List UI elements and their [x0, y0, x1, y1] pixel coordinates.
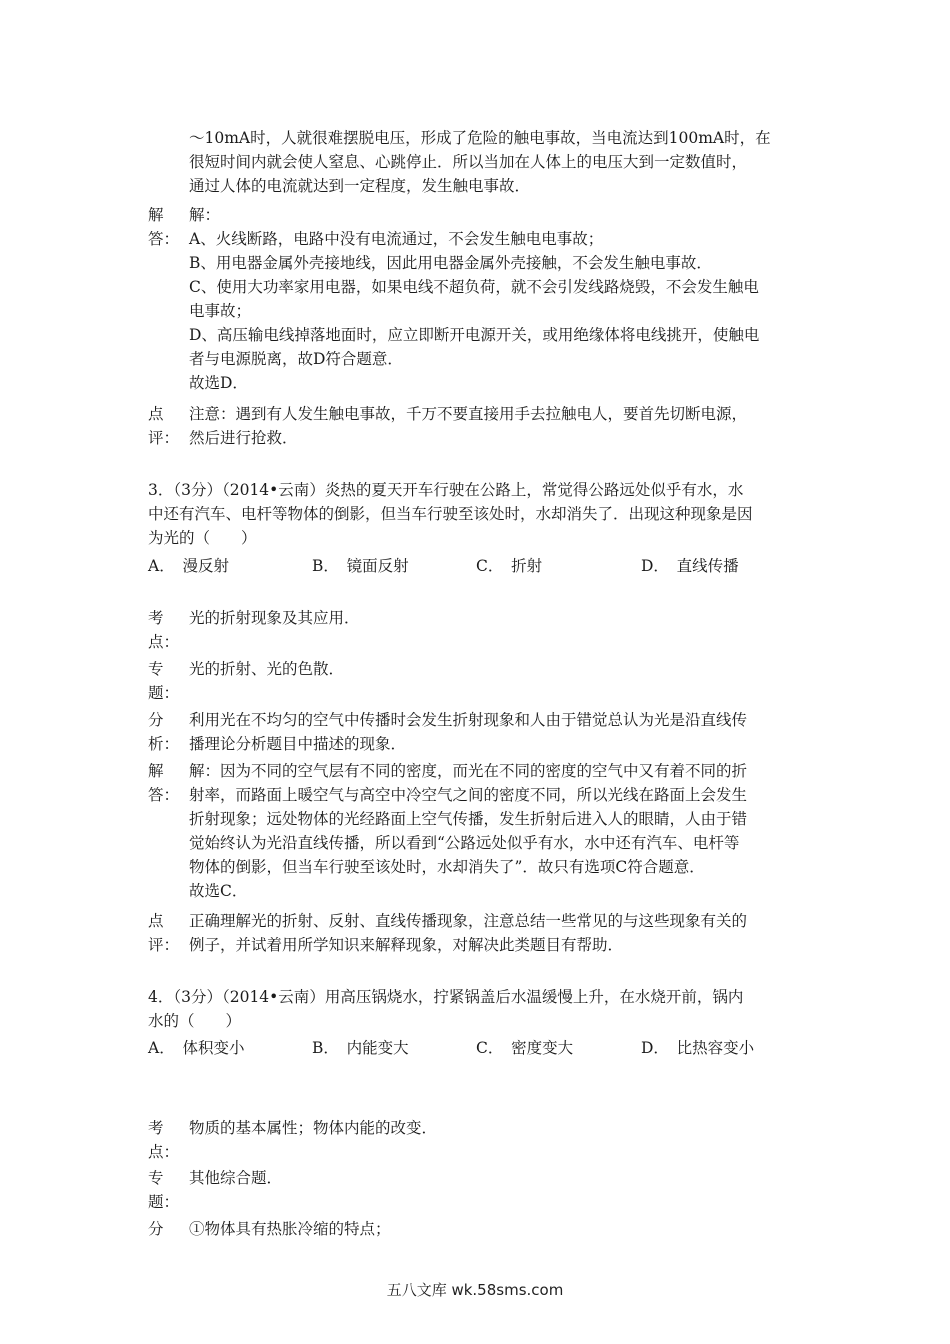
text-line: C、使用大功率家用电器，如果电线不超负荷，就不会引发线路烧毁，不会发生触电: [189, 278, 759, 296]
section-label: 解 答：: [148, 206, 180, 248]
option-d[interactable]: D． 直线传播: [641, 557, 739, 575]
text-line: ①物体具有热胀冷缩的特点；: [189, 1220, 391, 1238]
section-label: 专 题：: [148, 1169, 180, 1211]
text-line: 光的折射、光的色散．: [189, 660, 345, 678]
text-line: A、火线断路，电路中没有电流通过，不会发生触电电事故；: [189, 230, 604, 248]
question-3-options: [148, 554, 808, 578]
text-line: B、用电器金属外壳接地线，因此用电器金属外壳接触，不会发生触电事故．: [189, 254, 712, 272]
section-label: 点 评：: [148, 912, 180, 954]
section-label: 专 题：: [148, 660, 180, 702]
text-line: 其他综合题．: [189, 1169, 283, 1187]
section-content: [189, 1217, 808, 1241]
text-line: 水的（ ）: [148, 1012, 242, 1030]
text-line: 解：因为不同的空气层有不同的密度，而光在不同的密度的空气中又有着不同的折: [189, 762, 748, 780]
text-line: 为光的（ ）: [148, 529, 257, 547]
section-content: [189, 1116, 808, 1140]
text-line: 电事故；: [189, 302, 252, 320]
option-a[interactable]: A． 体积变小: [148, 1039, 245, 1057]
question-4-stem: [148, 985, 808, 1033]
text-line: D、高压输电线掉落地面时，应立即断开电源开关，或用绝缘体将电线挑开，使触电: [189, 326, 760, 344]
option-b[interactable]: B． 镜面反射: [312, 557, 409, 575]
text-line: 利用光在不均匀的空气中传播时会发生折射现象和人由于错觉总认为光是沿直线传: [189, 711, 748, 729]
section-label: 点 评：: [148, 405, 180, 447]
page-footer: 五八文库 wk.58sms.com: [386, 1281, 564, 1299]
section-content: [189, 657, 808, 681]
text-line: 故选D．: [189, 374, 248, 392]
section-content: [189, 909, 808, 957]
text-line: 很短时间内就会使人窒息、心跳停止．所以当加在人体上的电压大到一定数值时，: [189, 153, 748, 171]
question-4-options: [148, 1036, 808, 1060]
text-line: 3．（3分）（2014•云南）炎热的夏天开车行驶在公路上，常觉得公路远处似乎有水，水: [148, 481, 744, 499]
option-c[interactable]: C． 密度变大: [476, 1039, 574, 1057]
text-line: 者与电源脱离，故D符合题意．: [189, 350, 403, 368]
section-label: 解 答：: [148, 762, 180, 804]
option-d[interactable]: D． 比热容变小: [641, 1039, 755, 1057]
text-line: 射率，而路面上暖空气与高空中冷空气之间的密度不同，所以光线在路面上会发生: [189, 786, 748, 804]
text-line: 4．（3分）（2014•云南）用高压锅烧水，拧紧锅盖后水温缓慢上升，在水烧开前，锅内: [148, 988, 744, 1006]
section-content: [189, 203, 808, 395]
text-line: 正确理解光的折射、反射、直线传播现象，注意总结一些常见的与这些现象有关的: [189, 912, 748, 930]
section-label: 考 点：: [148, 1119, 180, 1161]
section-content: [189, 1166, 808, 1190]
question-3-stem: [148, 478, 808, 550]
section-content: [189, 759, 808, 903]
prev-analysis-tail: [189, 126, 809, 198]
text-line: 注意：遇到有人发生触电事故，千万不要直接用手去拉触电人，要首先切断电源，: [189, 405, 748, 423]
text-line: 故选C．: [189, 882, 248, 900]
text-line: ～10mA时，人就很难摆脱电压，形成了危险的触电事故，当电流达到100mA时，在: [189, 129, 771, 147]
text-line: 物体的倒影，但当车行驶至该处时，水却消失了”．故只有选项C符合题意．: [189, 858, 705, 876]
section-label: 分 析：: [148, 711, 180, 753]
text-line: 然后进行抢救．: [189, 429, 298, 447]
section-content: [189, 402, 808, 450]
text-line: 通过人体的电流就达到一定程度，发生触电事故．: [189, 177, 531, 195]
section-label: 考 点：: [148, 609, 180, 651]
section-content: [189, 606, 808, 630]
option-a[interactable]: A． 漫反射: [148, 557, 229, 575]
text-line: 觉始终认为光沿直线传播，所以看到“公路远处似乎有水，水中还有汽车、电杆等: [189, 834, 740, 852]
text-line: 解：: [189, 206, 221, 224]
section-content: [189, 708, 808, 756]
text-line: 中还有汽车、电杆等物体的倒影，但当车行驶至该处时，水却消失了．出现这种现象是因: [148, 505, 753, 523]
text-line: 光的折射现象及其应用．: [189, 609, 360, 627]
text-line: 折射现象；远处物体的光经路面上空气传播，发生折射后进入人的眼睛，人由于错: [189, 810, 748, 828]
text-line: 例子，并试着用所学知识来解释现象，对解决此类题目有帮助．: [189, 936, 624, 954]
option-b[interactable]: B． 内能变大: [312, 1039, 409, 1057]
option-c[interactable]: C． 折射: [476, 557, 543, 575]
text-line: 物质的基本属性；物体内能的改变．: [189, 1119, 438, 1137]
text-line: 播理论分析题目中描述的现象．: [189, 735, 407, 753]
section-label: 分: [148, 1220, 164, 1238]
